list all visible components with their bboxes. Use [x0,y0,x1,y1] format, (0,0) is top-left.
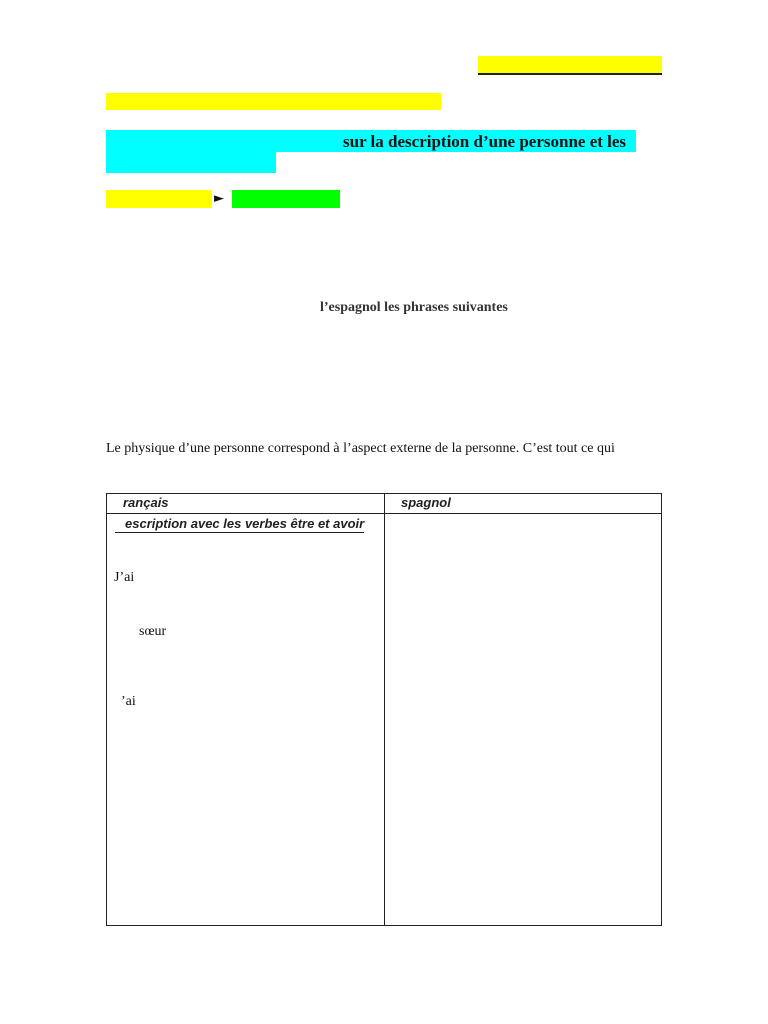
column-header-french: rançais [123,495,169,510]
translation-table [106,493,662,926]
instruction-text: l’espagnol les phrases suivantes [320,300,508,315]
arrow-icon: ► [214,191,224,206]
table-line: J’ai [114,570,135,585]
paragraph-text: Le physique d’une personne correspond à l’aspect externe de la personne. C’est tout ce qui [106,441,615,456]
column-header-spanish: spagnol [401,495,451,510]
table-line: sœur [139,624,167,639]
column-divider [384,494,385,925]
section-label: escription avec les verbes être et avoir [115,516,364,533]
highlight-block-green [232,190,340,208]
heading-text: sur la description d’une personne et les [343,132,627,151]
table-line: ’ai [121,694,136,709]
highlight-block-cyan-continued [106,152,276,173]
highlight-block-top [478,56,662,75]
highlight-block-yellow [106,93,441,110]
highlight-block-small-yellow [106,190,212,208]
header-divider [107,513,661,514]
